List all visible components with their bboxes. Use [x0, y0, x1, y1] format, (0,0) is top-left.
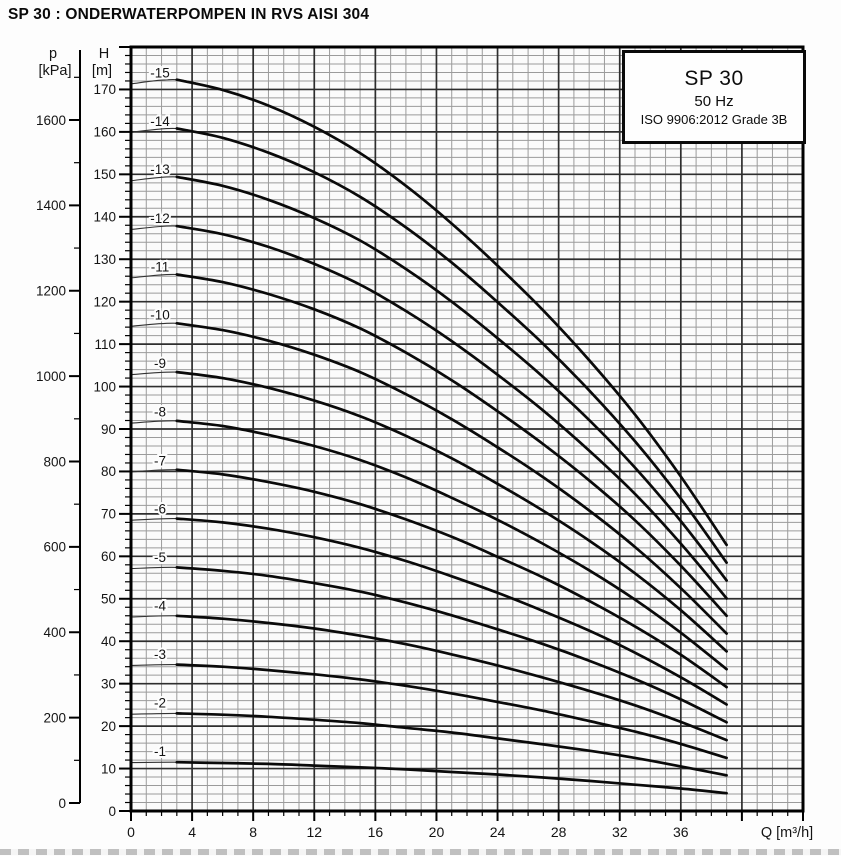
page-title: SP 30 : ONDERWATERPOMPEN IN RVS AISI 304 [8, 6, 370, 23]
head-tick-label: 110 [94, 336, 116, 352]
curve-label-3: -3 [154, 646, 167, 662]
flow-tick-label: 0 [127, 824, 135, 840]
flow-tick-label: 32 [611, 824, 628, 840]
curve-label-9: -9 [154, 356, 167, 372]
pump-frequency-label: 50 Hz [694, 93, 734, 110]
head-tick-label: 80 [100, 464, 116, 480]
head-tick-label: 170 [93, 82, 116, 98]
scan-artifact-strip [0, 849, 841, 855]
head-tick-label: 150 [93, 167, 116, 183]
pump-info-box [622, 50, 806, 144]
flow-tick-label: 4 [188, 824, 196, 840]
curve-label-5: -5 [154, 550, 167, 566]
pressure-axis-unit: [kPa] [38, 63, 72, 79]
flow-tick-label: 8 [249, 824, 258, 840]
curve-label-7: -7 [154, 453, 167, 469]
head-tick-label: 130 [93, 252, 116, 268]
flow-axis-label: Q [m³/h] [760, 825, 814, 841]
pressure-axis-symbol: p [48, 46, 58, 62]
pressure-tick-label: 800 [43, 454, 66, 470]
head-tick-label: 0 [108, 803, 116, 819]
head-tick-label: 30 [100, 676, 116, 692]
head-tick-label: 120 [93, 294, 116, 310]
flow-tick-label: 28 [550, 824, 567, 840]
flow-tick-label: 36 [673, 824, 689, 840]
pressure-tick-label: 1600 [35, 112, 66, 128]
pressure-tick-label: 400 [43, 625, 66, 641]
flow-tick-label: 24 [489, 824, 506, 840]
pressure-tick-label: 200 [43, 710, 66, 726]
curve-label-2: -2 [154, 695, 167, 711]
pressure-tick-label: 1000 [35, 368, 66, 384]
head-axis-symbol: H [98, 46, 110, 62]
pump-model-label: SP 30 [684, 67, 744, 90]
head-tick-label: 100 [93, 379, 116, 395]
curve-label-6: -6 [154, 501, 167, 517]
curve-label-11: -11 [150, 259, 170, 275]
iso-standard-label: ISO 9906:2012 Grade 3B [640, 112, 788, 127]
curve-label-14: -14 [150, 113, 170, 129]
curve-label-8: -8 [154, 404, 167, 420]
head-tick-label: 40 [100, 634, 116, 650]
head-tick-label: 160 [93, 124, 116, 140]
head-tick-label: 70 [100, 506, 116, 522]
curve-label-13: -13 [150, 162, 170, 178]
pressure-tick-label: 1400 [35, 198, 66, 214]
head-tick-label: 140 [93, 209, 116, 225]
curve-label-15: -15 [150, 65, 170, 81]
curve-label-10: -10 [150, 307, 170, 323]
pressure-tick-label: 600 [43, 539, 66, 555]
flow-tick-label: 20 [428, 824, 445, 840]
pressure-tick-label: 1200 [35, 283, 66, 299]
head-axis-unit: [m] [91, 63, 113, 79]
head-tick-label: 20 [100, 718, 116, 734]
flow-tick-label: 16 [367, 824, 384, 840]
head-tick-label: 50 [100, 591, 116, 607]
head-tick-label: 10 [100, 761, 116, 777]
head-tick-label: 90 [100, 421, 116, 437]
pressure-tick-label: 0 [58, 795, 66, 811]
flow-tick-label: 12 [306, 824, 323, 840]
head-tick-label: 60 [100, 549, 116, 565]
curve-label-1: -1 [154, 744, 167, 760]
curve-label-4: -4 [154, 598, 167, 614]
curve-label-12: -12 [150, 210, 170, 226]
